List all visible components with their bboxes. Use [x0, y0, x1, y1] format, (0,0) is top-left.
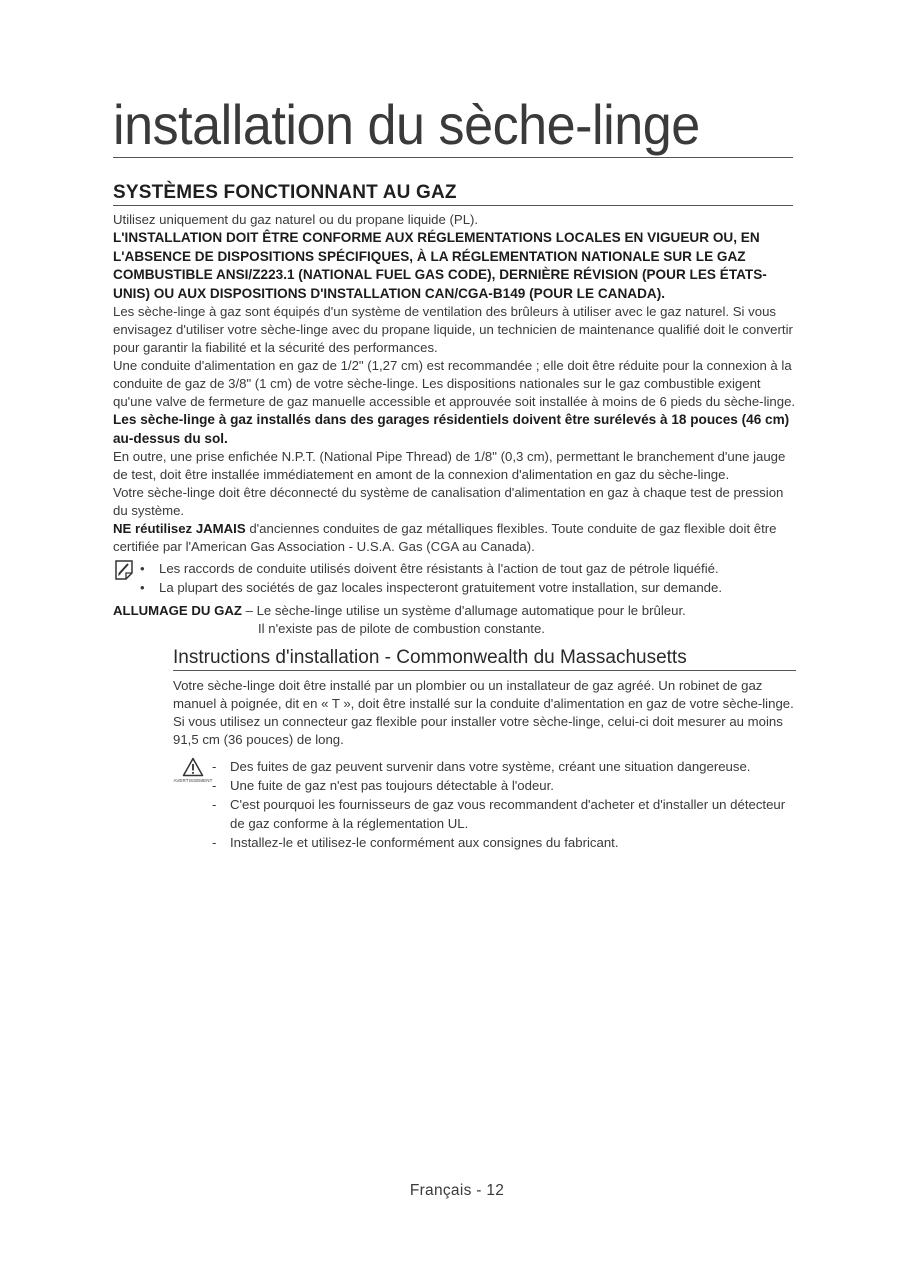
ventilation-paragraph: Les sèche-linge à gaz sont équipés d'un système de ventilation des brûleurs à utiliser avec le gaz naturel. Si vous envisagez d'utiliser votre sèche-linge avec du propane liquide, un technicien de maintenance qualifié doit le convertir pour garantir la fiabilité et la sécurité des performances. — [113, 304, 793, 355]
warning-item: - Des fuites de gaz peuvent survenir dans votre système, créant une situation dangereuse. — [230, 757, 796, 776]
never-reuse-text: d'anciennes conduites de gaz métalliques flexibles. Toute conduite de gaz flexible doit être certifiée par l'American Gas Association - U.S.A. Gas (CGA au Canada). — [113, 521, 777, 554]
never-reuse-label: NE réutilisez JAMAIS — [113, 521, 246, 536]
ignition-paragraph — [113, 602, 796, 620]
ignition-line-1: – Le sèche-linge utilise un système d'allumage automatique pour le brûleur. — [241, 603, 686, 618]
note-icon — [113, 559, 135, 581]
notes-block — [113, 559, 796, 597]
massachusetts-paragraph: Votre sèche-linge doit être installé par un plombier ou un installateur de gaz agréé. Un robinet de gaz manuel à poignée, dit en « T », doit être installé sur la conduite d'alimentation en gaz de votre sèche-linge. Si vous utilisez un connecteur gaz flexible pour installer votre sèche-linge, celui-ci doit mesurer au moins 91,5 cm (36 pouces) de long. — [173, 678, 794, 747]
warning-icon — [173, 757, 213, 784]
warning-block — [173, 757, 796, 852]
warning-item: - C'est pourquoi les fournisseurs de gaz vous recommandent d'acheter et d'installer un détecteur de gaz conforme à la réglementation UL. — [230, 795, 796, 833]
intro-paragraph: Utilisez uniquement du gaz naturel ou du propane liquide (PL). — [113, 212, 479, 227]
warning-label: AVERTISSEMENT — [173, 778, 213, 783]
disconnect-paragraph: Votre sèche-linge doit être déconnecté du système de canalisation d'alimentation en gaz à chaque test de pression du système. — [113, 485, 784, 518]
page-title — [113, 93, 793, 158]
warning-item: - Une fuite de gaz n'est pas toujours détectable à l'odeur. — [230, 776, 796, 795]
main-content — [113, 211, 796, 852]
page-footer: Français - 12 — [409, 1182, 505, 1199]
page-title-text: installation du sèche-linge — [113, 93, 700, 156]
gas-supply-paragraph: Une conduite d'alimentation en gaz de 1/2" (1,27 cm) est recommandée ; elle doit être réduite pour la connexion à la conduite de gaz de 3/8" (1 cm) de votre sèche-linge. Les dispositions nationales sur le gaz combustible exigent qu'une valve de fermeture de gaz manuelle accessible et approuvée soit installée à moins de 6 pieds du sèche-linge. — [113, 358, 796, 409]
compliance-paragraph: L'INSTALLATION DOIT ÊTRE CONFORME AUX RÉGLEMENTATIONS LOCALES EN VIGUEUR OU, EN L'ABSENCE DE DISPOSITIONS SPÉCIFIQUES, À LA RÉGLEMENTATION NATIONALE SUR LE GAZ COMBUSTIBLE ANSI/Z223.1 (NATIONAL FUEL GAS CODE), DERNIÈRE RÉVISION (POUR LES ÉTATS-UNIS) OU AUX DISPOSITIONS D'INSTALLATION CAN/CGA-B149 (POUR LE CANADA). — [113, 230, 767, 301]
section-heading: SYSTÈMES FONCTIONNANT AU GAZ — [113, 181, 793, 206]
ignition-line-2: Il n'existe pas de pilote de combustion constante. — [258, 621, 545, 636]
npt-paragraph: En outre, une prise enfichée N.P.T. (National Pipe Thread) de 1/8" (0,3 cm), permettant le branchement d'une jauge de test, doit être installée immédiatement en amont de la connexion d'alimentation en gaz du sèche-linge. — [113, 449, 786, 482]
garage-note: Les sèche-linge à gaz installés dans des garages résidentiels doivent être surélevés à 18 pouces (46 cm) au-dessus du sol. — [113, 412, 790, 446]
reuse-paragraph — [113, 520, 796, 556]
massachusetts-heading: Instructions d'installation - Commonwealth du Massachusetts — [173, 646, 796, 671]
ignition-label: ALLUMAGE DU GAZ — [113, 603, 242, 618]
warning-item: - Installez-le et utilisez-le conformément aux consignes du fabricant. — [230, 833, 796, 852]
note-item: • La plupart des sociétés de gaz locales inspecteront gratuitement votre installation, sur demande. — [140, 578, 796, 597]
note-item: • Les raccords de conduite utilisés doivent être résistants à l'action de tout gaz de pétrole liquéfié. — [140, 559, 796, 578]
